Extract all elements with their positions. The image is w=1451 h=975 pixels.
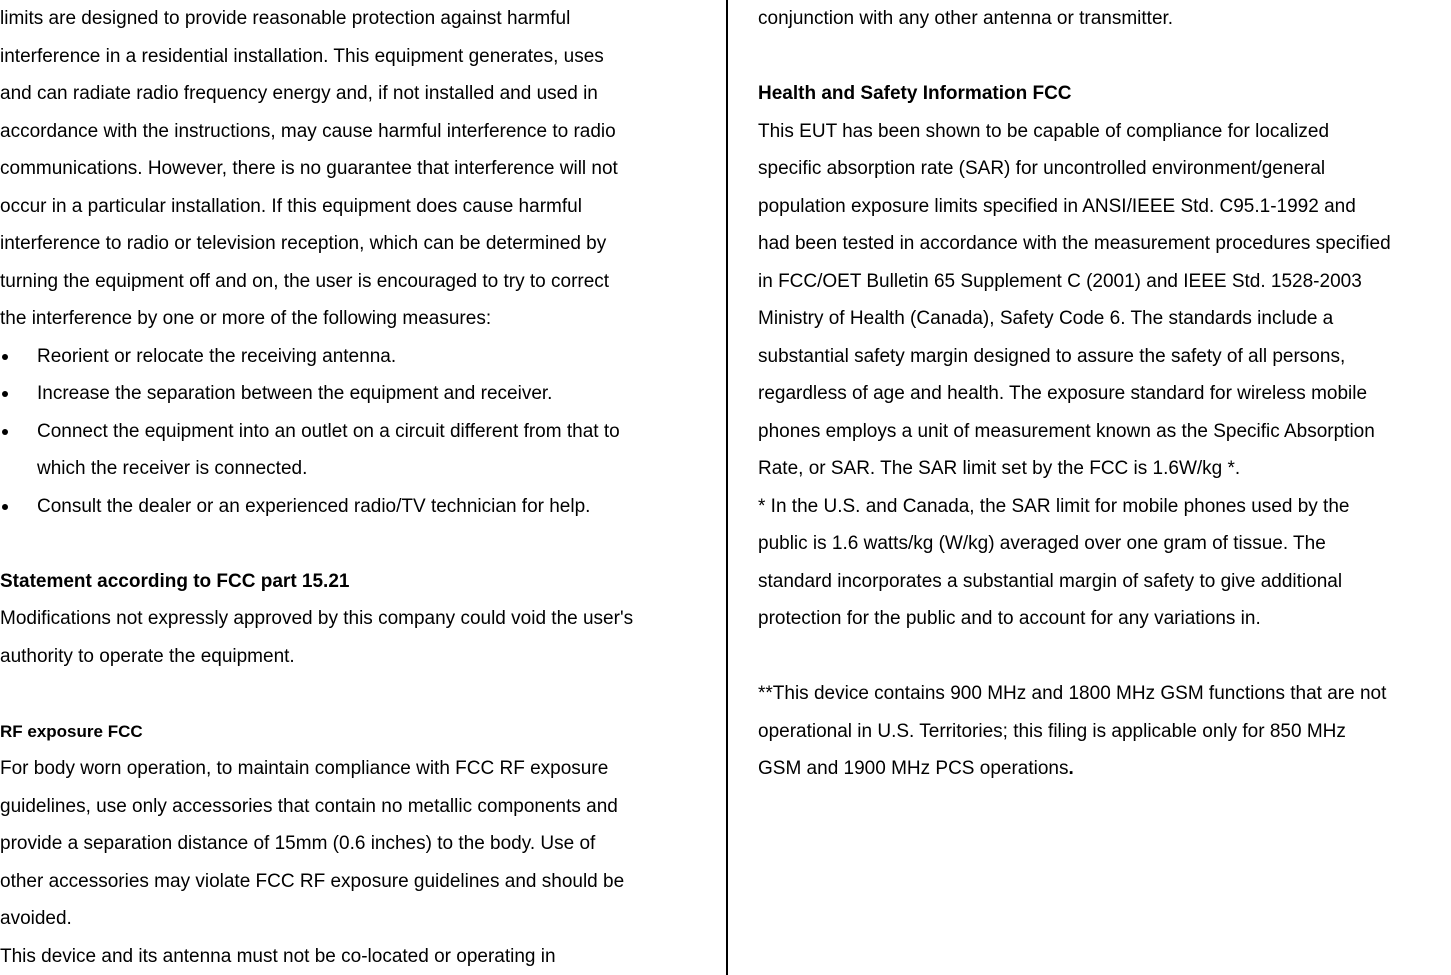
note-last-text: GSM and 1900 MHz PCS operations — [758, 758, 1069, 779]
health-safety-paragraph — [758, 113, 1451, 638]
text-line: substantial safety margin designed to assure the safety of all persons, — [758, 345, 1346, 367]
statement-heading: Statement according to FCC part 15.21 — [0, 570, 350, 592]
list-item-text: Consult the dealer or an experienced radio/TV technician for help. — [37, 495, 591, 517]
text-line: * In the U.S. and Canada, the SAR limit for mobile phones used by the — [758, 495, 1350, 517]
text-line: guidelines, use only accessories that contain no metallic components and — [0, 795, 618, 817]
list-item — [0, 488, 712, 526]
text-line: specific absorption rate (SAR) for uncontrolled environment/general — [758, 158, 1326, 179]
text-line: avoided. — [0, 908, 72, 929]
text-line: the interference by one or more of the following measures: — [0, 308, 492, 329]
text-line: protection for the public and to account for any variations in. — [758, 608, 1261, 629]
text-line: operational in U.S. Territories; this filing is applicable only for 850 MHz — [758, 720, 1346, 742]
text-line — [758, 750, 1451, 788]
text-line: public is 1.6 watts/kg (W/kg) averaged over one gram of tissue. The — [758, 533, 1326, 554]
spacer — [758, 38, 1451, 76]
bullet-icon — [2, 429, 8, 435]
statement-paragraph — [0, 600, 712, 675]
text-line: **This device contains 900 MHz and 1800 MHz GSM functions that are not — [758, 683, 1387, 704]
text-line: authority to operate the equipment. — [0, 645, 295, 667]
text-line: Modifications not expressly approved by this company could void the user's — [0, 608, 634, 629]
text-line: This EUT has been shown to be capable of compliance for localized — [758, 120, 1330, 142]
text-line: interference to radio or television reception, which can be determined by — [0, 233, 607, 254]
text-line: This device and its antenna must not be co-located or operating in — [0, 945, 556, 967]
bullet-icon — [2, 354, 8, 360]
bullet-icon — [2, 391, 8, 397]
measures-list — [0, 338, 712, 526]
text-line: limits are designed to provide reasonable protection against harmful — [0, 8, 571, 29]
text-line: turning the equipment off and on, the user is encouraged to try to correct — [0, 270, 610, 292]
list-item-text: which the receiver is connected. — [37, 458, 308, 479]
text-line: occur in a particular installation. If this equipment does cause harmful — [0, 195, 582, 217]
text-line: and can radiate radio frequency energy and, if not installed and used in — [0, 83, 598, 104]
health-safety-heading: Health and Safety Information FCC — [758, 83, 1072, 104]
text-line: other accessories may violate FCC RF exposure guidelines and should be — [0, 870, 625, 892]
text-line: standard incorporates a substantial margin of safety to give additional — [758, 570, 1343, 592]
list-item — [0, 375, 712, 413]
text-line: phones employs a unit of measurement known as the Specific Absorption — [758, 420, 1375, 442]
spacer — [0, 675, 712, 713]
note-paragraph — [758, 675, 1451, 788]
text-line: regardless of age and health. The exposure standard for wireless mobile — [758, 383, 1368, 404]
list-item-text: Increase the separation between the equipment and receiver. — [37, 383, 553, 404]
text-line: provide a separation distance of 15mm (0.6 inches) to the body. Use of — [0, 833, 596, 854]
intro-paragraph — [0, 0, 712, 338]
left-column — [0, 0, 712, 975]
text-line: interference in a residential installation. This equipment generates, uses — [0, 45, 604, 67]
text-line: population exposure limits specified in ANSI/IEEE Std. C95.1-1992 and — [758, 195, 1356, 217]
list-item — [0, 338, 712, 376]
text-line: Rate, or SAR. The SAR limit set by the FCC is 1.6W/kg *. — [758, 458, 1241, 479]
rf-exposure-heading: RF exposure FCC — [0, 721, 143, 741]
text-line: had been tested in accordance with the measurement procedures specified — [758, 233, 1391, 254]
text-line: Ministry of Health (Canada), Safety Code 6. The standards include a — [758, 308, 1334, 329]
text-line: in FCC/OET Bulletin 65 Supplement C (2001) and IEEE Std. 1528-2003 — [758, 270, 1362, 292]
list-item — [0, 413, 712, 488]
right-column — [758, 0, 1451, 788]
continuation-line: conjunction with any other antenna or transmitter. — [758, 8, 1174, 29]
note-last-punct: . — [1068, 758, 1074, 779]
spacer — [0, 525, 712, 563]
list-item-text: Connect the equipment into an outlet on a circuit different from that to — [37, 420, 620, 442]
column-divider — [726, 0, 728, 975]
text-line: For body worn operation, to maintain compliance with FCC RF exposure — [0, 758, 609, 779]
list-item-text: Reorient or relocate the receiving antenna. — [37, 345, 397, 367]
bullet-icon — [2, 504, 8, 510]
rf-exposure-paragraph — [0, 750, 712, 975]
text-line: communications. However, there is no guarantee that interference will not — [0, 158, 618, 179]
spacer — [758, 638, 1451, 676]
text-line: accordance with the instructions, may cause harmful interference to radio — [0, 120, 616, 142]
